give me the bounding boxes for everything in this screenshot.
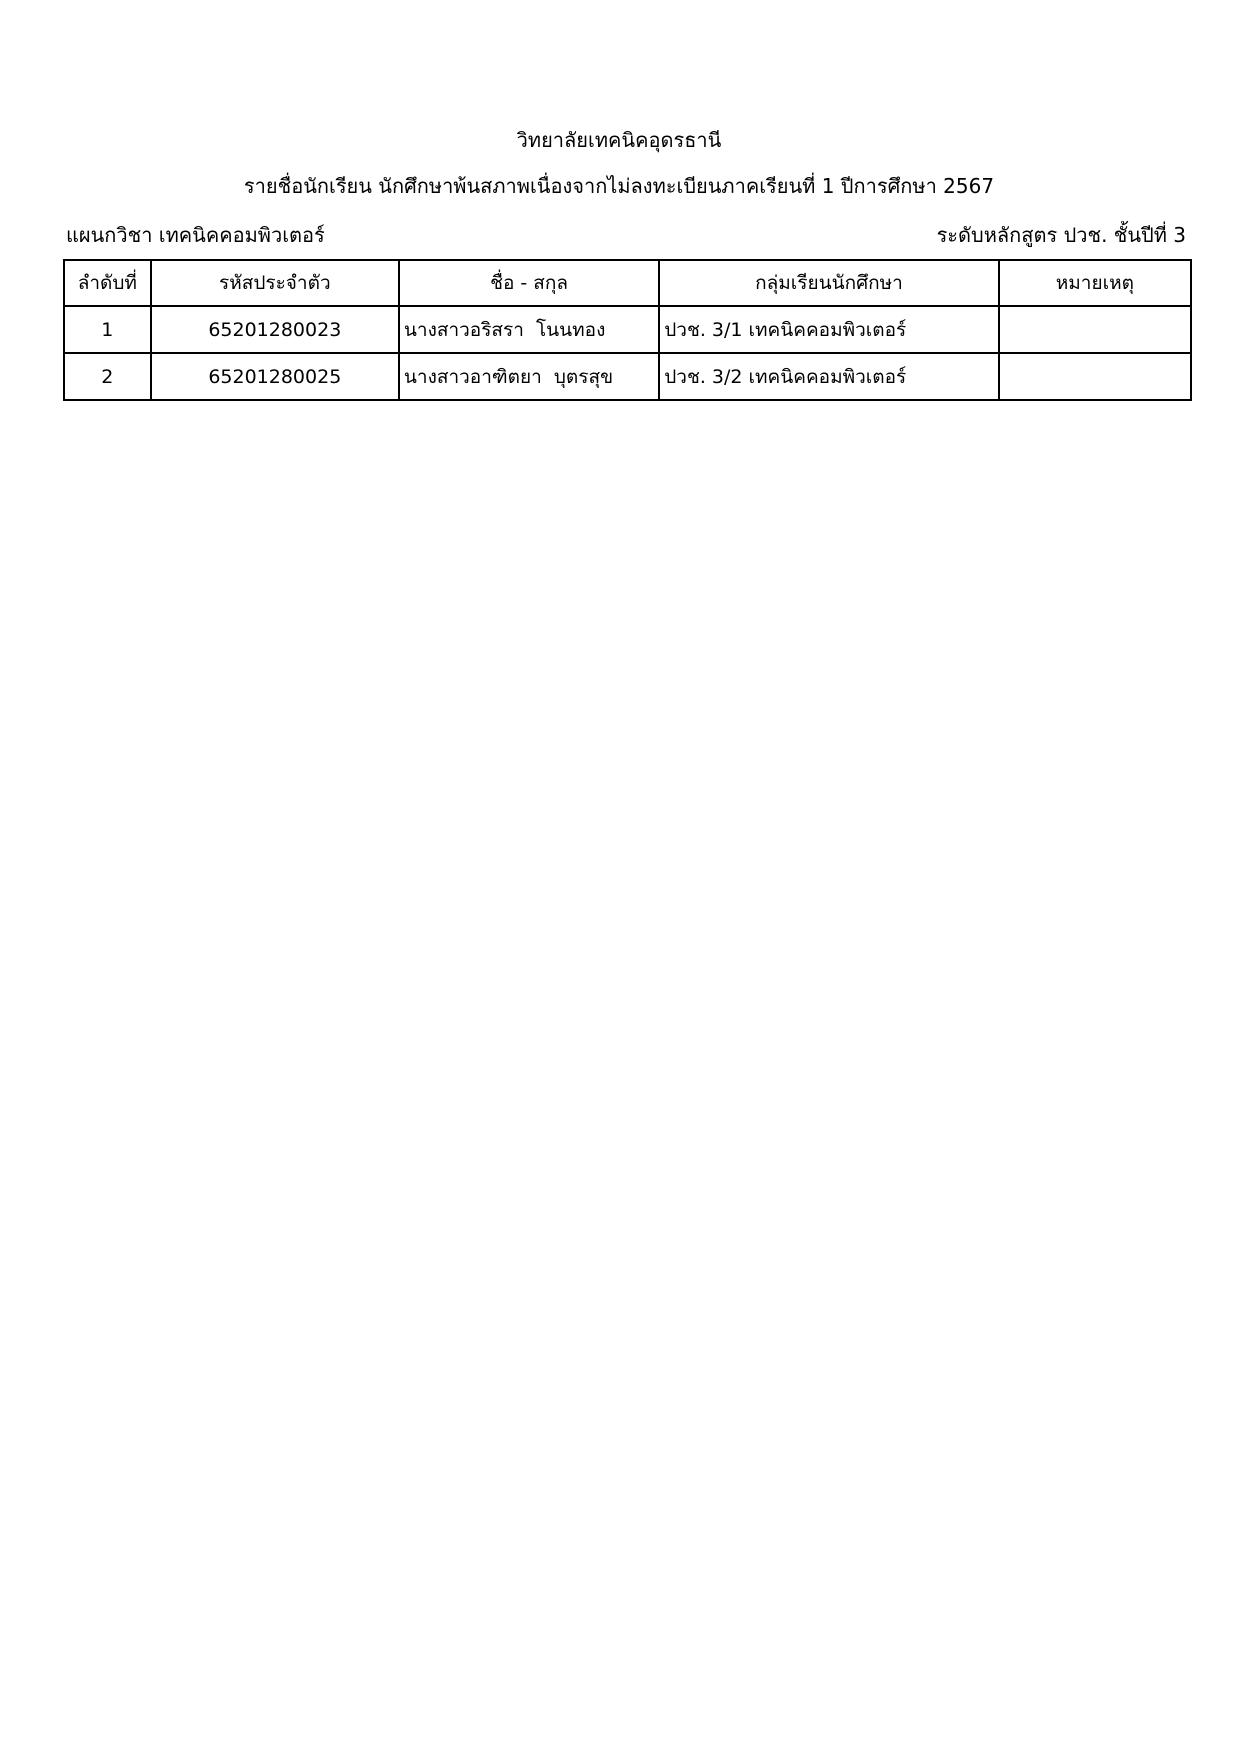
column-header-sequence: ลำดับที่ (64, 260, 151, 306)
institution-name: วิทยาลัยเทคนิคอุดรธานี (516, 128, 722, 152)
student-roster-table (63, 259, 1192, 401)
table-header-row (64, 260, 1191, 306)
table-row (64, 353, 1191, 400)
cell-student-id: 65201280023 (151, 306, 399, 353)
program-level-label: ระดับหลักสูตร ปวช. ชั้นปีที่ 3 (936, 223, 1186, 247)
column-header-student-id: รหัสประจำตัว (151, 260, 399, 306)
column-header-name: ชื่อ - สกุล (399, 260, 659, 306)
cell-class-group: ปวช. 3/1 เทคนิคคอมพิวเตอร์ (659, 306, 999, 353)
cell-class-group: ปวช. 3/2 เทคนิคคอมพิวเตอร์ (659, 353, 999, 400)
document-title: รายชื่อนักเรียน นักศึกษาพ้นสภาพเนื่องจากไม่ลงทะเบียนภาคเรียนที่ 1 ปีการศึกษา 2567 (243, 174, 995, 198)
cell-name: นางสาวอาฑิตยา บุตรสุข (399, 353, 659, 400)
cell-student-id: 65201280025 (151, 353, 399, 400)
table-row (64, 306, 1191, 353)
column-header-class-group: กลุ่มเรียนนักศึกษา (659, 260, 999, 306)
cell-remarks (999, 306, 1191, 353)
cell-remarks (999, 353, 1191, 400)
cell-name: นางสาวอริสรา โนนทอง (399, 306, 659, 353)
department-label: แผนกวิชา เทคนิคคอมพิวเตอร์ (66, 223, 325, 247)
cell-sequence: 1 (64, 306, 151, 353)
column-header-remarks: หมายเหตุ (999, 260, 1191, 306)
cell-sequence: 2 (64, 353, 151, 400)
